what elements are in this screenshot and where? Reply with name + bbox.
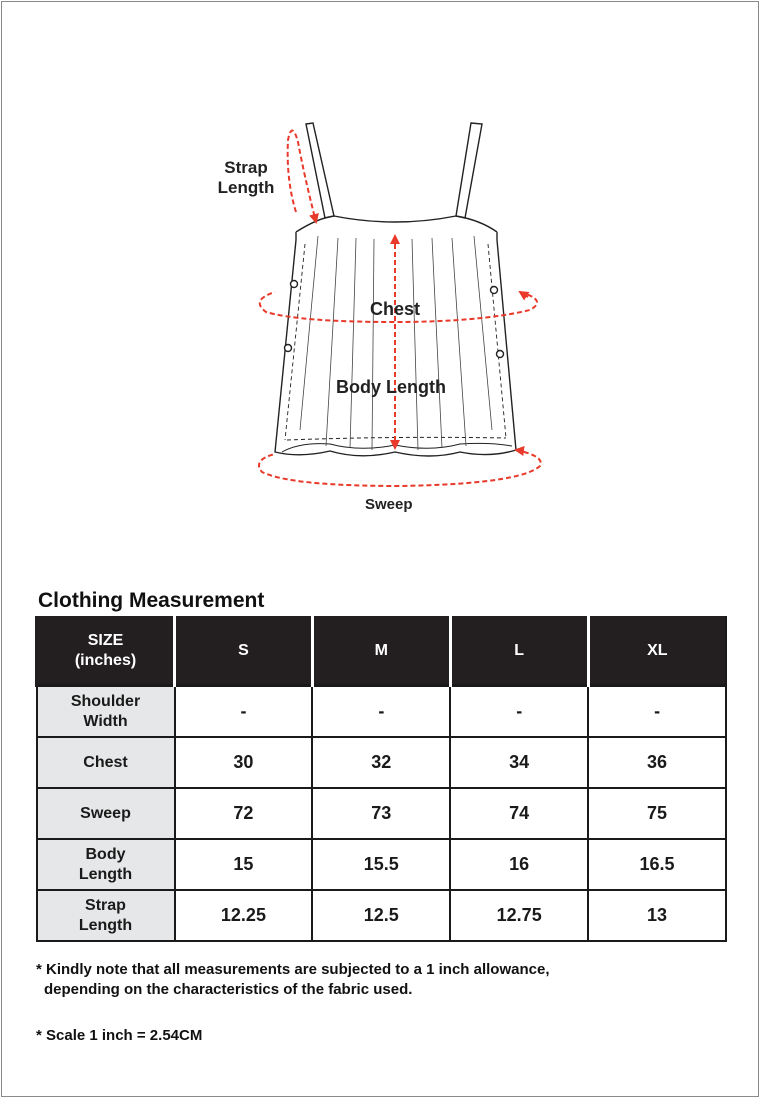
table-cell: 75 bbox=[588, 788, 726, 839]
table-cell: 12.25 bbox=[175, 890, 313, 941]
row-label-body-length: Body Length bbox=[37, 839, 175, 890]
table-cell: 12.5 bbox=[312, 890, 450, 941]
button bbox=[285, 345, 292, 352]
table-cell: 36 bbox=[588, 737, 726, 788]
table-cell: - bbox=[588, 686, 726, 738]
table-cell: 15 bbox=[175, 839, 313, 890]
table-row bbox=[37, 839, 727, 890]
right-strap bbox=[456, 123, 482, 218]
table-cell: 13 bbox=[588, 890, 726, 941]
size-header-cell: SIZE (inches) bbox=[37, 617, 175, 686]
table-cell: - bbox=[450, 686, 588, 738]
table-row bbox=[37, 890, 727, 941]
chest-label: Chest bbox=[370, 299, 421, 319]
table-row bbox=[37, 737, 727, 788]
table-cell: 12.75 bbox=[450, 890, 588, 941]
row-label-strap-length: Strap Length bbox=[37, 890, 175, 941]
body-length-label: Body Length bbox=[336, 377, 446, 397]
table-cell: 34 bbox=[450, 737, 588, 788]
size-xl-header: XL bbox=[588, 617, 726, 686]
table-cell: 16 bbox=[450, 839, 588, 890]
button bbox=[491, 287, 498, 294]
table-cell: 32 bbox=[312, 737, 450, 788]
scale-note: * Scale 1 inch = 2.54CM bbox=[36, 1027, 203, 1044]
table-cell: 74 bbox=[450, 788, 588, 839]
table-row bbox=[37, 686, 727, 738]
button bbox=[497, 351, 504, 358]
table-row bbox=[37, 788, 727, 839]
row-label-shoulder-width: Shoulder Width bbox=[37, 686, 175, 738]
strap-length-label: Strap Length bbox=[217, 158, 275, 197]
row-label-sweep: Sweep bbox=[37, 788, 175, 839]
table-cell: 73 bbox=[312, 788, 450, 839]
table-cell: 15.5 bbox=[312, 839, 450, 890]
table-cell: - bbox=[312, 686, 450, 738]
size-chart-table bbox=[35, 616, 727, 942]
allowance-note: * Kindly note that all measurements are subjected to a 1 inch allowance, depending on the characteristics of the fabric used. bbox=[36, 961, 550, 998]
sweep-label: Sweep bbox=[365, 496, 413, 513]
row-label-chest: Chest bbox=[37, 737, 175, 788]
table-cell: 16.5 bbox=[588, 839, 726, 890]
size-l-header: L bbox=[450, 617, 588, 686]
size-m-header: M bbox=[312, 617, 450, 686]
table-cell: - bbox=[175, 686, 313, 738]
table-cell: 72 bbox=[175, 788, 313, 839]
table-header-row bbox=[37, 617, 727, 686]
size-s-header: S bbox=[175, 617, 313, 686]
left-strap bbox=[306, 123, 334, 218]
section-title: Clothing Measurement bbox=[38, 589, 265, 612]
table-cell: 30 bbox=[175, 737, 313, 788]
button bbox=[291, 281, 298, 288]
